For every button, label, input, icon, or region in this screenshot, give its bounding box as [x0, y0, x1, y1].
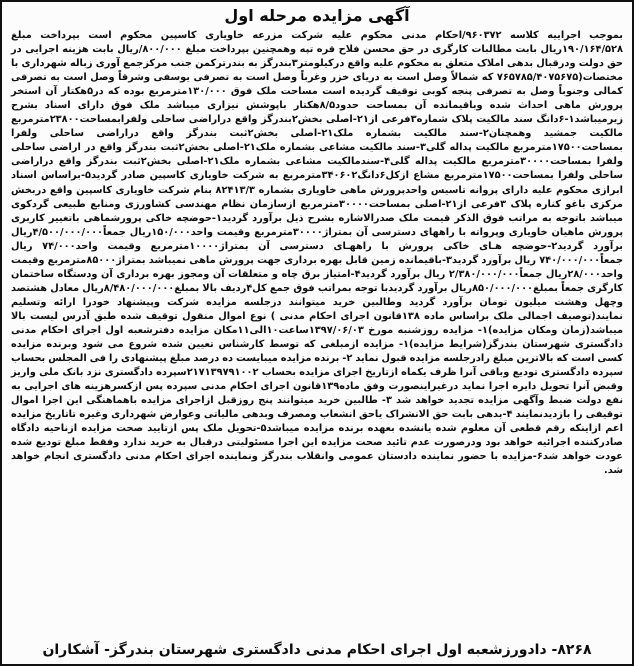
notice-footer: ۸۲۶۸- دادورزشعبه اول اجرای احکام مدنی دادگستری شهرستان بندرگز- آشکاران	[42, 642, 592, 658]
notice-title: آگهی مزایده مرحله اول	[224, 6, 410, 25]
notice-body: بموجب اجراییه کلاسه ۹۶۰۳۷۲/احکام مدنی محکوم علیه شرکت مزرعه خاویاری کاسپین محکوم است بپرداخت مبلغ ۱۹۰/۱۶۴/۵۲۸ریال بابت مطالبات کارگری در حق محسن فلاح قره تپه وهمچنین بپرداخت مبلغ ۸۰۰/۰۰۰/ریال بابت هزینه اجرایی در حق دولت ودرقبال بدهی املاک متعلق به محکوم علیه واقع درکیلومتر۳بندرگز به بندرترکمن جنب مرکزجمع آوری زباله شهرداری با مختصات(۷۶۵۷۸۵/۴۰۷۵۶۷۵ که شمالاً وصل است به دریای خزر وغرباً وصل است به تصرفی یوسفی وشرقاً وصل است به تصرفی کمالی وجنوباً وصل به تصرفی پنجه کوبی توقیف گردیده است مساحت ملک فوق ۱۳۰/۰۰۰مترمربع بوده که در۵هکتار آن استخر پرورش ماهی احداث شده وباقیمانده آن بمساحت حدود۸/۵هکتار باپوشش نیزاری میباشد ملک فوق دارای اسناد بشرح زیرمیباشد۱-۶دانگ سند مالکیت پلاک شماره۳فرعی از۲۱-اصلی بخش۲بندرگز واقع دراراضی ساحلی ولفرابمساحت۲۳۸۰۰مترمربع مالکیت جمشید وهمچنان۲-سند مالکیت بشماره ملک۲۱-اصلی بخش۲ثبت بندرگز واقع دراراضی ساحلی ولفرا بمساحت۱۷۵۰۰مترمربع مالکیت پداله گلی۳-سند مالکیت مشاعی بشماره ملک۲۱-اصلی بخش۲ثبت بندرگز واقع در اراضی ساحلی ولفرا بمساحت۳۰۰۰۰مترمربع مالکیت پداله گلی۴-سندمالکیت مشاعی بشماره ملک۲۱-اصلی بخش۲ثبت بندرگز واقع دراراضی ساحلی ولفرا بمساحت۱۷۵۰۰مترمربع مشاع ازکل۶دانگ۳۴۰۶۰۲مترمربع به شرکت خاویاری کاسپین صادر گردید۵-براساس اسناد ابرازی محکوم علیه دارای پروانه تاسیس واحدپرورش ماهی خاویاری بشماره ۸۲۴۱۳/۳ بنام شرکت خاویاری کاسپین واقع دربخش مرکزی باغو کناره پلاک ۳فرعی از۲۱-اصلی بمساحت۳۰۰۰۰مترمربع ازسازمان نظام مهندسی کشاورزی ومنابع طبیعی گردکوی میباشد باتوجه به مراتب فوق الذکر قیمت ملک صدرالاشاره بشرح ذیل برآورد گردید۱-حوضچه خاکی پرورشماهی باتغییر کاربری پرورش ماهیان خاویاری وپرواته با راههای دسترسی آن بمتراژ۳۰۰۰۰مترمربع وقیمت واحد۱۵۰/۰۰۰ریال جمعاً۴/۵۰۰/۰۰۰/۰۰۰ریال برآورد گردید۲-حوضچه هـای خاکی پرورش با راههـای دسترسی آن بمتراژ۱۰۰۰۰مترمربع وقیمت واحد۷۴/۰۰۰ ریال جمعاً۷۴۰/۰۰۰/۰۰۰ ریال برآورد گردید۳-باقیمانده زمین قابل بهره برداری جهت پرورش ماهی نمیباشد بمتراژ۸۵۰۰۰مترمربع وقیمت واحد۲۸/۰۰۰ریال جمعاً۲/۳۸۰/۰۰۰/۰۰۰ ریال برآورد گردید۴-امتیاز برق چاه و متعلقات آن ومجوز بهره برداری آن ودستگاه ساختمان کارگری جمعاً بمبلغ۸۵۰/۰۰۰/۰۰۰ریال برآورد گردیدبا توجه بمراتب فوق جمع کل۴ردیف بالا بمبلغ۸/۴۸۰/۰۰۰/۰۰۰ریال معادل هشتصد وچهل وهشت میلیون تومان برآورد گردید وطالبین خرید میتوانند درجلسه مزایده شرکت وپیشنهاد خودرا ارائه وتسلیم نمایند(توصیف اجمالی ملک براساس ماده ۱۳۸قانون اجرای احکام مدنی ) نوع اموال منقول توقیف شده طبق آدرس لیست بالا میباشد(زمان ومکان مزایده)۱- مزایده روزشنبه مورخ ۱۳۹۷/۰۶/۰۳ساعت۱۰الی۱۱مکان مزایده دفترشعبه اول اجرای احکام مدنی دادگستری شهرستان بندرگز(شرایط مزایده)۱- مزایده ازمبلغی که توسط کارشناس تعیین شده شروع می شود وبرنده مزایده کسی است که بالاترین مبلغ رادرجلسه مزایده قبول نماید ۲- برنده مزایده میبایست ده درصد مبلغ پیشنهادی را فی المجلس بحساب سپرده دادگستری تودیع وباقی آنرا ظرف یکماه ازتاریخ اجرای مزایده بحساب ۲۱۷۱۳۹۷۹۱۰۰۲سپرده دادگستری نزد بانک ملی واریز وقبض آنرا تحویل دایره اجرا نماید درغیراینصورت وفق ماده۱۳۹قانون اجرای احکام مدنی سپرده پس ازکسرهزینه های اجرایی به نفع دولت ضبط وآگهی مزایده تجدید خواهد شد ۳- طالبین خرید میتوانند پنج روزقبل ازاجرای مزایده باهماهنگی این اجرا اموال توقیفی را بازدیدنمایند ۴-بدهی بابت حق الانشراک یاحق انشعاب ومصرف وبدهی مالیاتی وعوارض شهرداری وغیره تاتاریخ مزایده اعم ازاینکه رقم قطعی آن معلوم شده یانشده بعهده برنده مزایده میباشد۵-تحویل ملک پس ازتایید صحت مزایده ازناحیه دادگاه صادرکننده اجرائیه خواهد بود ودرصورت عدم تائید صحت مزایده این اجرا مسئولیتی درقبال به خرید ندارد وفقط مبلغ تودیع شده عودت خواهد شد۶-مزایده با حضور نماینده دادستان عمومی وانقلاب بندرگز ونماینده اجرای احکام مدنی دادگستری انجام خواهد شد.	[11, 30, 624, 477]
